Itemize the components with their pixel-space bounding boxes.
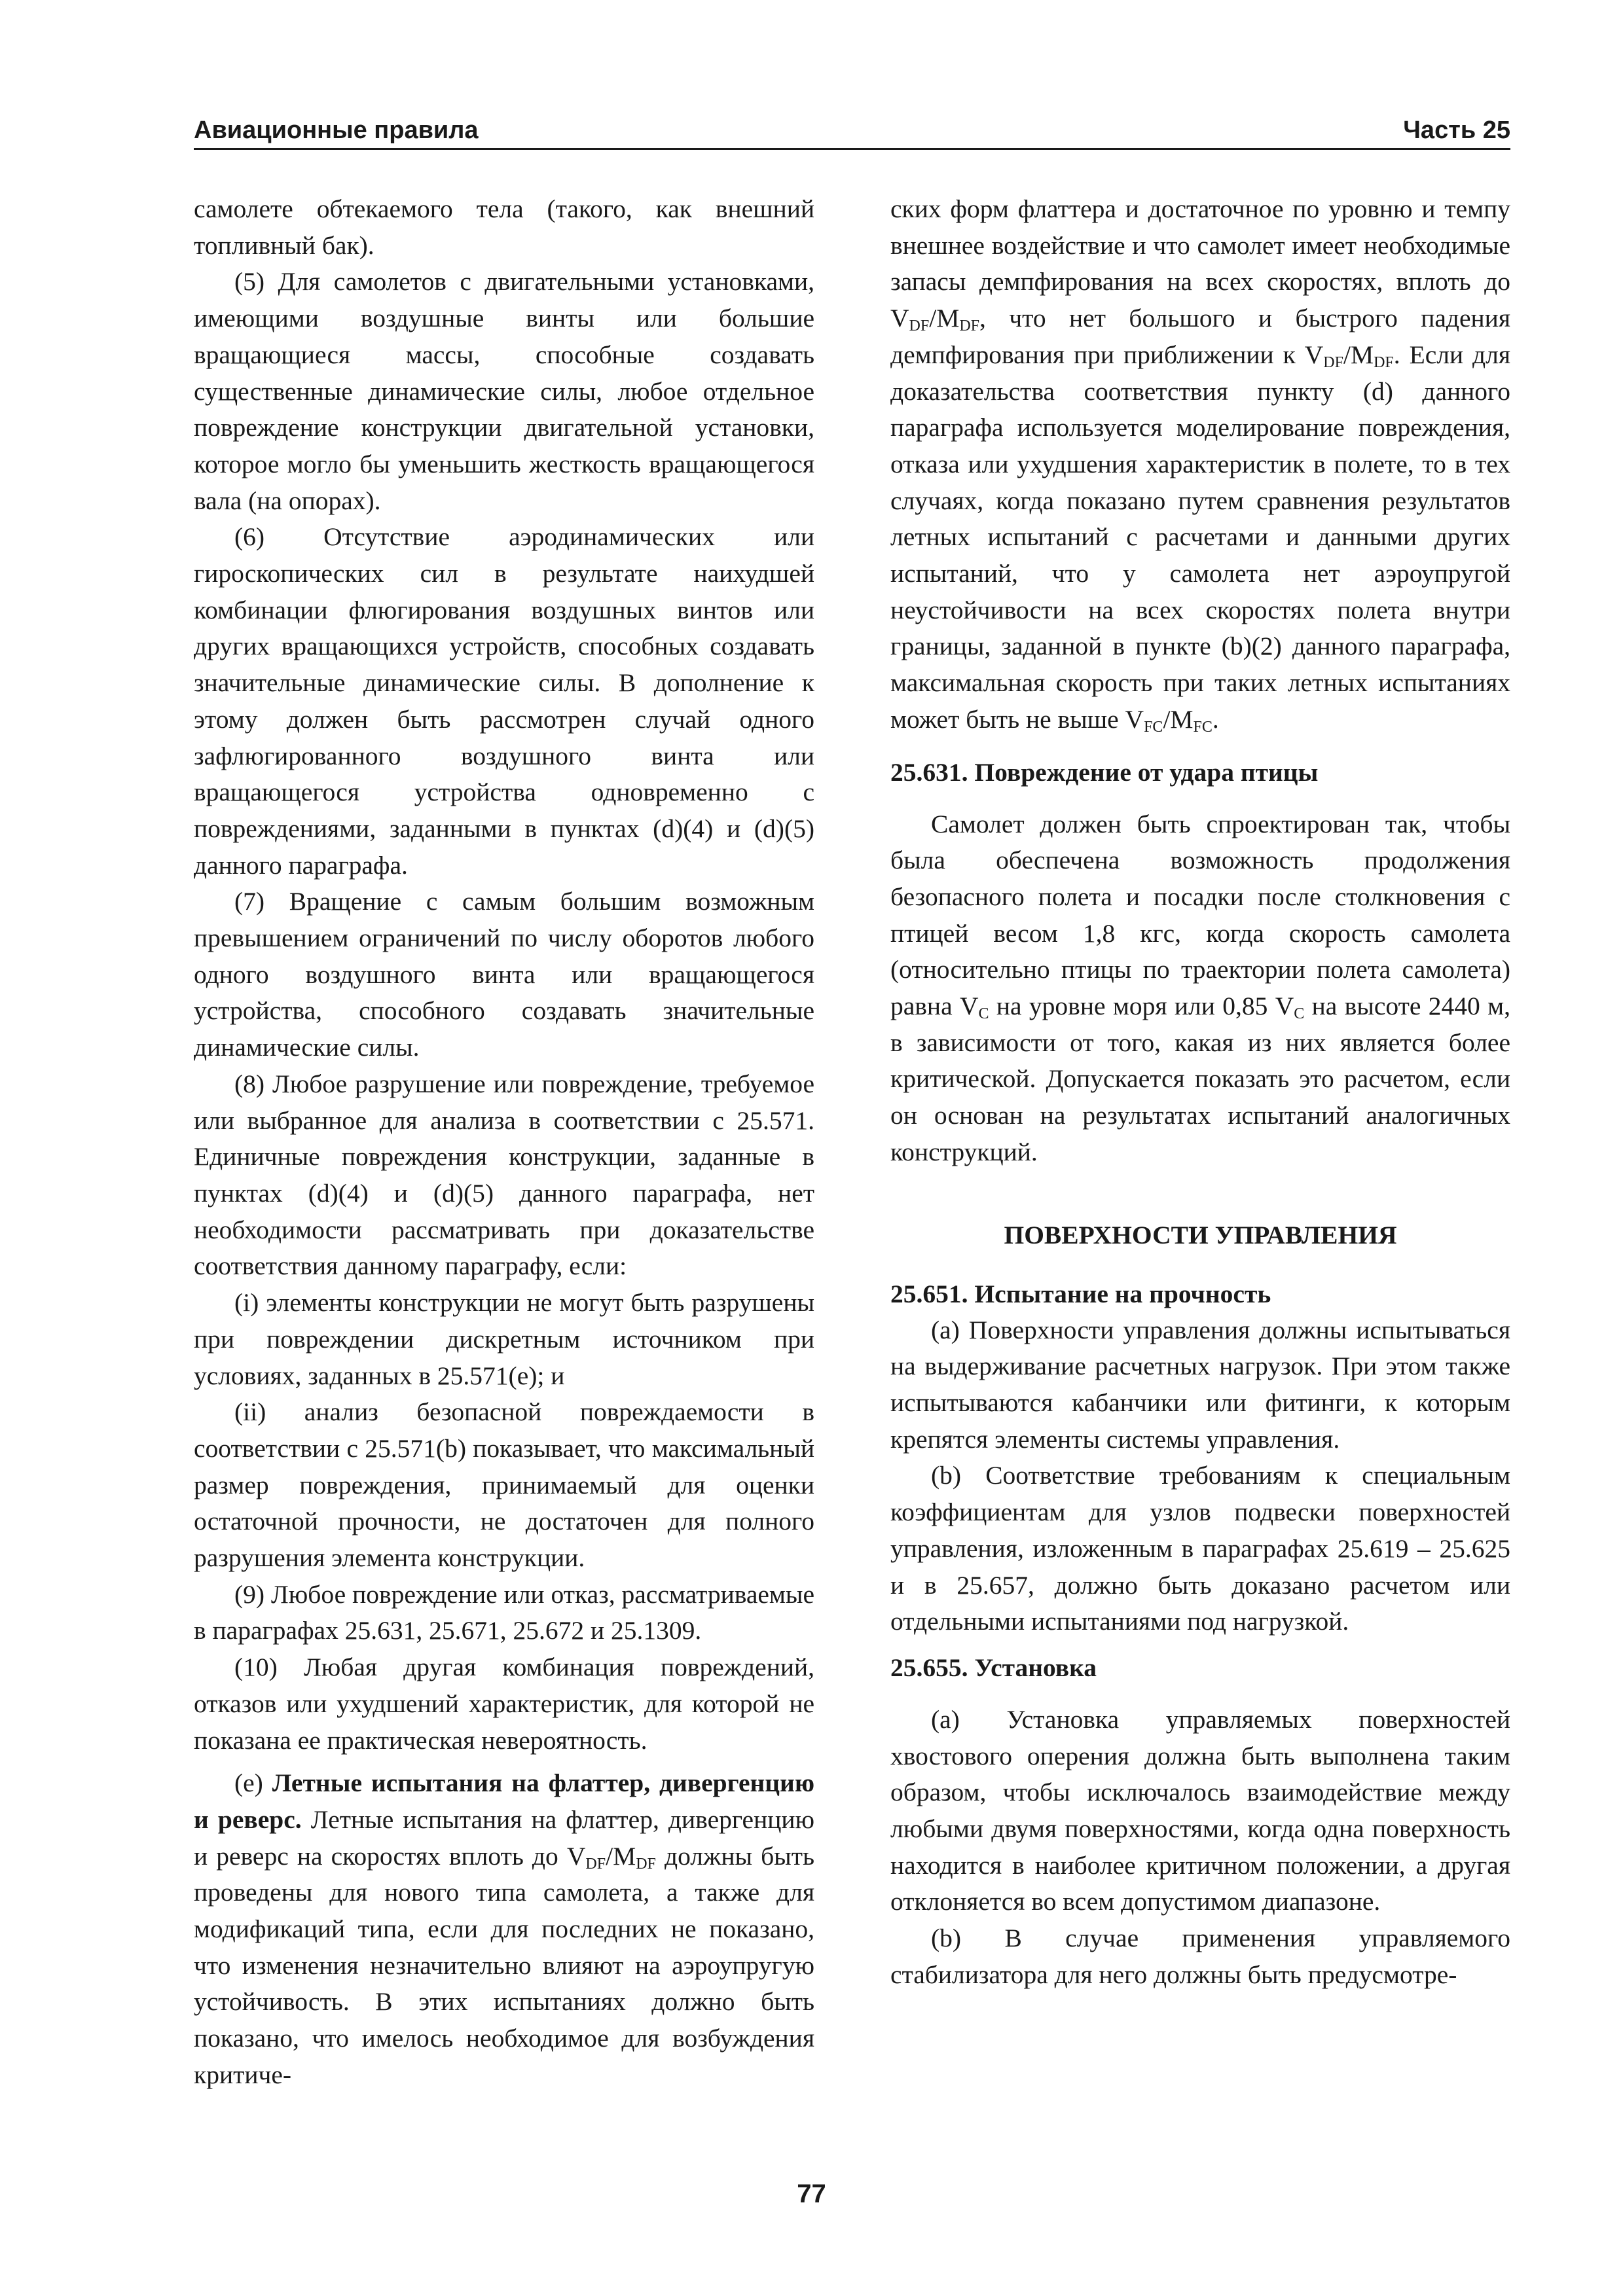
paragraph-item-9: (9) Любое повреждение или отказ, рассматриваемые в параграфах 25.631, 25.671, 25.672 и 25.1309.: [194, 1579, 814, 1645]
paragraph-item-e: (e) Летные испытания на флаттер, дивергенцию и реверс. Летные испытания на флаттер, дивергенцию и реверс на скоростях вплоть до $V_{DF}/M_{DF}$ должны быть проведены для нового типа самолета, а также для модификаций типа, если для последних не показано, что изменения незначительно влияют на аэроупругую устойчивость. В этих испытаниях должно быть показано, что имелось необходимое для возбуждения критиче-: [194, 1768, 814, 2089]
paragraph-25-651-b: (b) Соответствие требованиям к специальным коэффициентам для узлов подвески поверхностей управления, изложенным в параграфах 25.619 – 25.625 и в 25.657, должно быть доказано расчетом или отдельными испытаниями под нагрузкой.: [890, 1461, 1510, 1636]
heading-25-651: 25.651. Испытание на прочность: [890, 1279, 1271, 1308]
paragraph-item-5: (5) Для самолетов с двигательными установками, имеющими воздушные винты или большие вращающиеся массы, способные создавать существенные динамические силы, любое отдельное повреждение конструкции двигательной установки, которое могло бы уменьшить жесткость вращающегося вала (на опорах).: [194, 267, 814, 515]
paragraph-25-651-a: (a) Поверхности управления должны испытываться на выдерживание расчетных нагрузок. При этом также испытываются кабанчики или фитинги, к которым крепятся элементы системы управления.: [890, 1315, 1510, 1454]
paragraph-item-i: (i) элементы конструкции не могут быть разрушены при повреждении дискретным источником при условиях, заданных в 25.571(e); и: [194, 1288, 814, 1390]
left-column: [194, 191, 814, 2094]
right-column: [890, 191, 1510, 1994]
page-number: 77: [797, 2179, 826, 2208]
running-header-title: Авиационные правила: [194, 117, 479, 144]
paragraph-continuation: самолете обтекаемого тела (такого, как внешний топливный бак).: [194, 194, 814, 260]
item-e-bold-title: Летные испытания на флаттер, дивергенцию и реверс.: [194, 1768, 814, 1834]
paragraph-25-655-a: (a) Установка управляемых поверхностей хвостового оперения должна быть выполнена таким образом, чтобы исключалось взаимодействие между любыми двумя поверхностями, когда одна поверхность находится в наиболее критичном положении, а другая отклоняется во всем допустимом диапазоне.: [890, 1704, 1510, 1916]
paragraph-item-7: (7) Вращение с самым большим возможным превышением ограничений по числу оборотов любого одного воздушного винта или вращающегося устройства, способного создавать значительные динамические силы.: [194, 887, 814, 1062]
heading-25-655: 25.655. Установка: [890, 1653, 1097, 1682]
paragraph-25-655-b: (b) В случае применения управляемого стабилизатора для него должны быть предусмотре-: [890, 1924, 1510, 1989]
paragraph-continuation-right: ских форм флаттера и достаточное по уровню и темпу внешнее воздействие и что самолет имеет необходимые запасы демпфирования на всех скоростях, вплоть до $V_{DF}/M_{DF}$, что нет большого и быстрого падения демпфирования при приближении к $V_{DF}/M_{DF}$. Если для доказательства соответствия пункту (d) данного параграфа используется моделирование повреждения, отказа или ухудшения характеристик в полете, то в тех случаях, когда показано путем сравнения результатов летных испытаний с расчетами и данными других испытаний, что у самолета нет аэроупругой неустойчивости на всех скоростях полета внутри границы, заданной в пункте (b)(2) данного параграфа, максимальная скорость при таких летных испытаниях может быть не выше $V_{FC}/M_{FC}$.: [890, 194, 1510, 736]
paragraph-item-10: (10) Любая другая комбинация повреждений, отказов или ухудшений характеристик, для которой не показана ее практическая невероятность.: [194, 1653, 814, 1755]
paragraph-25-631: Самолет должен быть спроектирован так, чтобы была обеспечена возможность продолжения безопасного полета и посадки после столкновения с птицей весом 1,8 кгс, когда скорость самолета (относительно птицы по траектории полета самолета) равна $V_C$ на уровне моря или 0,85 $V_C$ на высоте 2440 м, в зависимости от того, какая из них является более критической. Допускается показать это расчетом, если он основан на результатах испытаний аналогичных конструкций.: [890, 809, 1511, 1166]
section-title: ПОВЕРХНОСТИ УПРАВЛЕНИЯ: [1004, 1220, 1397, 1249]
paragraph-item-ii: (ii) анализ безопасной повреждаемости в соответствии с 25.571(b) показывает, что максимальный размер повреждения, принимаемый для оценки остаточной прочности, не достаточен для полного разрушения элемента конструкции.: [194, 1397, 814, 1573]
paragraph-item-8: (8) Любое разрушение или повреждение, требуемое или выбранное для анализа в соответствии с 25.571. Единичные повреждения конструкции, заданные в пунктах (d)(4) и (d)(5) данного параграфа, нет необходимости рассматривать при доказательстве соответствия данному параграфу, если:: [194, 1069, 814, 1281]
heading-25-631: 25.631. Повреждение от удара птицы: [890, 757, 1319, 787]
header-rule: [194, 148, 1510, 150]
running-header-part: Часть 25: [1403, 117, 1510, 144]
paragraph-item-6: (6) Отсутствие аэродинамических или гироскопических сил в результате наихудшей комбинации флюгирования воздушных винтов или других вращающихся устройств, способных создавать значительные динамические силы. В дополнение к этому должен быть рассмотрен случай одного зафлюгированного воздушного винта или вращающегося устройства одновременно с повреждениями, заданными в пунктах (d)(4) и (d)(5) данного параграфа.: [194, 522, 814, 880]
item-e-label: (e): [234, 1768, 263, 1798]
